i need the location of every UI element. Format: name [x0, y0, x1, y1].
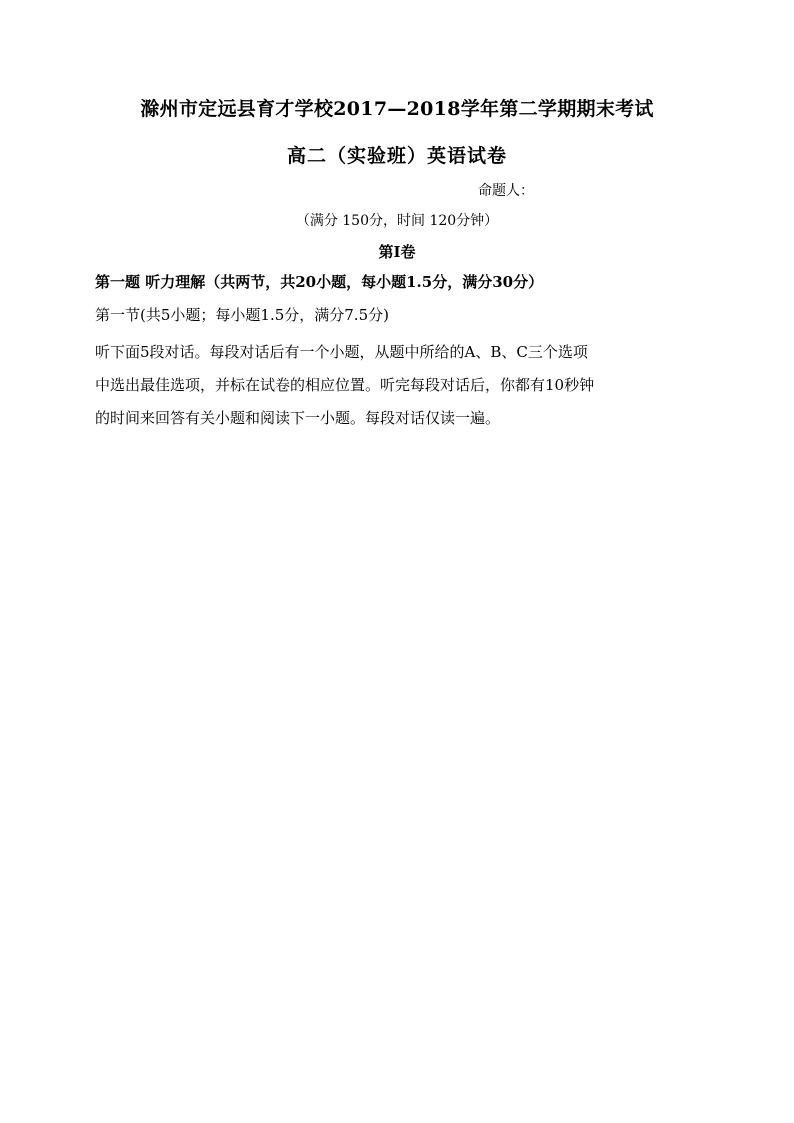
score-info: （满分 150分，时间 120分钟） — [295, 213, 499, 229]
section1-instructions — [95, 336, 699, 435]
instruction-line: 的时间来回答有关小题和阅读下一小题。每段对话仅读一遍。 — [95, 409, 501, 427]
instruction-line: 中选出最佳选项，并标在试卷的相应位置。听完每段对话后，你都有10秒钟 — [95, 376, 595, 394]
exam-subtitle: 高二（实验班）英语试卷 — [286, 145, 507, 167]
author-label: 命题人： — [478, 183, 534, 199]
volume-heading: 第I卷 — [378, 243, 416, 261]
exam-title: 滁州市定远县育才学校2017—2018学年第二学期期末考试 — [140, 98, 654, 120]
instruction-line: 听下面5段对话。每段对话后有一个小题，从题中所给的A、B、C三个选项 — [95, 343, 588, 361]
part1-heading: 第一题 听力理解（共两节，共20小题，每小题1.5分，满分30分） — [95, 273, 544, 291]
section1-heading: 第一节(共5小题；每小题1.5分，满分7.5分) — [95, 306, 389, 324]
